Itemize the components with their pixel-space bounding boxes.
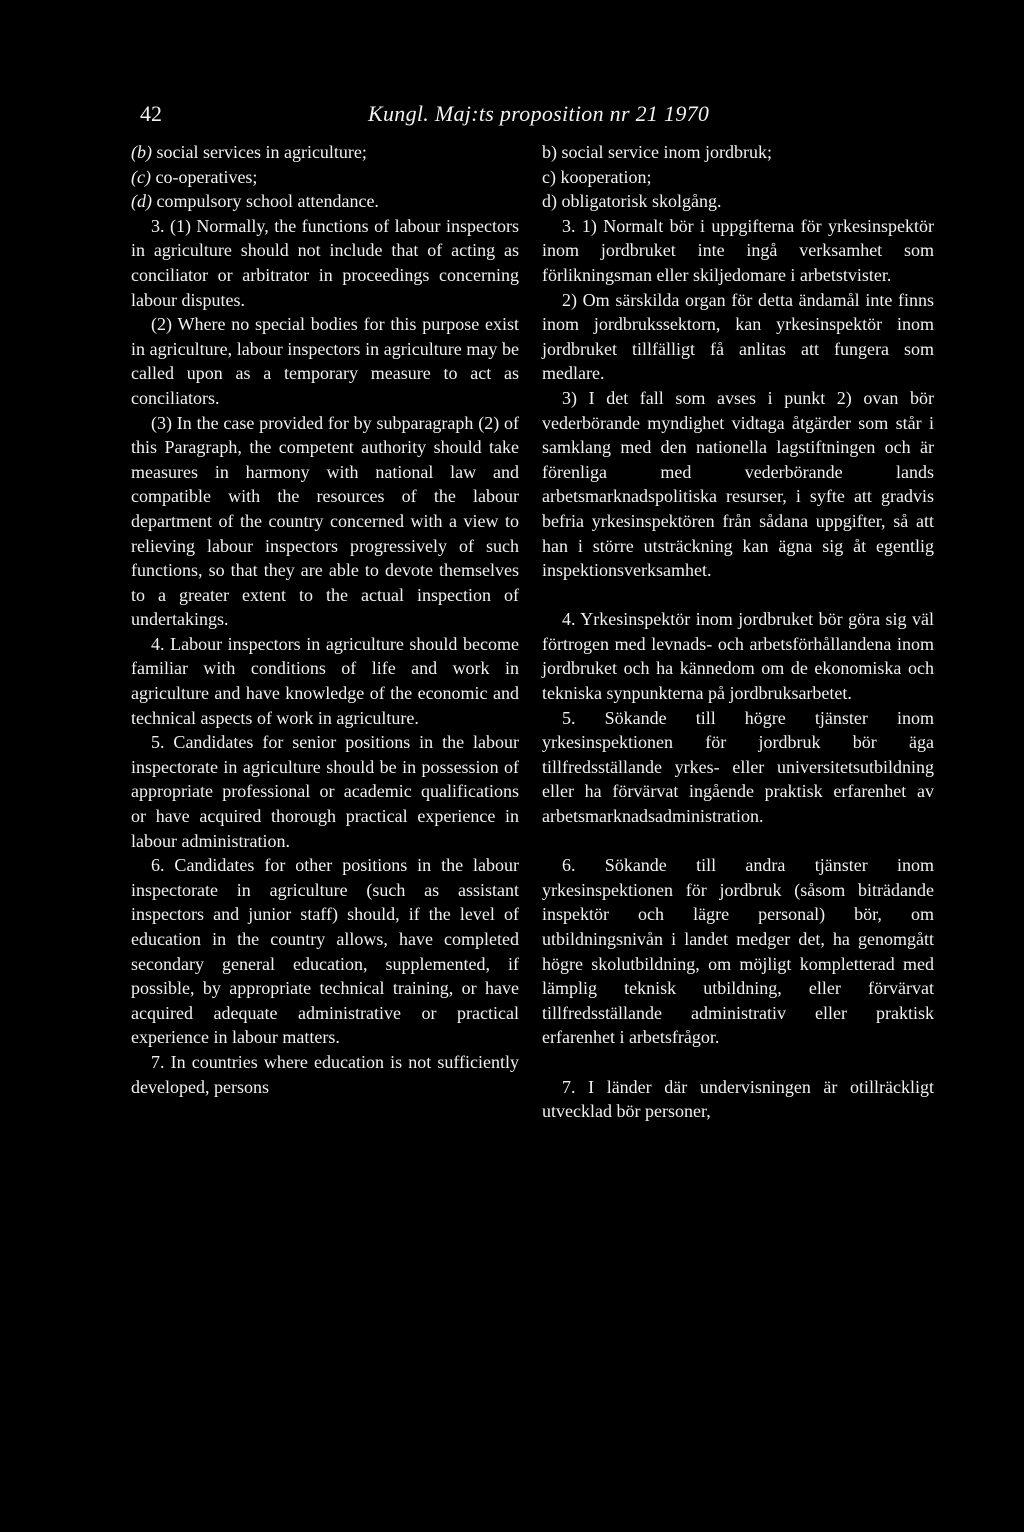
sv-paragraph-3-3: 3) I det fall som avses i punkt 2) ovan bör vederbörande myndighet vidtaga åtgärder som står i samklang med den nationella lagstiftningen och är förenliga med vederbörande lands arbetsmarknadspolitiska resurser, i syfte att gradvis befria yrkesinspektören från sådana uppgifter, så att han i större utsträckning kan ägna sig åt egentlig inspektionsverksamhet. xyxy=(542,387,934,581)
running-title: Kungl. Maj:ts proposition nr 21 1970 xyxy=(368,101,710,126)
sv-item-b: b) social service inom jordbruk; xyxy=(542,142,772,162)
en-item-b-label: (b) xyxy=(131,142,152,162)
en-paragraph-6: 6. Candidates for other positions in the labour inspectorate in agriculture (such as assistant inspectors and junior staff) should, if the level of education in the country allows, have completed secondary general education, supplemented, if possible, by appropriate technical training, or have acquired adequate administrative or practical experience in labour matters. xyxy=(131,855,519,1048)
en-paragraph-4: 4. Labour inspectors in agriculture should become familiar with conditions of life and work in agriculture and have knowledge of the economic and technical aspects of work in agriculture. xyxy=(131,633,519,728)
page-header xyxy=(140,101,940,129)
en-item-c-text: co-operatives; xyxy=(150,166,258,187)
en-item-d-text: compulsory school attendance. xyxy=(152,191,379,212)
en-item-d-label: (d) xyxy=(131,191,152,212)
sv-paragraph-6: 6. Sökande till andra tjänster inom yrkesinspektionen för jordbruk (såsom biträdande inspektör och lägre personal) bör, om utbildningsnivån i landet medger det, ha genomgått högre skolutbildning, om möjligt kompletterad med lämplig teknisk utbildning, eller förvärvat tillfredsställande administrativ eller praktisk erfarenhet i arbetsfrågor. xyxy=(542,855,934,1048)
sv-paragraph-5: 5. Sökande till högre tjänster inom yrkesinspektionen för jordbruk bör äga tillfredsställande yrkes- eller universitetsutbildning eller ha förvärvat ingående praktisk erfarenhet av arbetsmarknadsadministration. xyxy=(542,707,934,827)
sv-item-c: c) kooperation; xyxy=(542,166,652,187)
sv-item-d: d) obligatorisk skolgång. xyxy=(542,191,722,212)
swedish-column xyxy=(542,140,934,1124)
en-item-c-label: (c) xyxy=(131,166,151,187)
page-number: 42 xyxy=(140,101,162,126)
en-paragraph-7: 7. In countries where education is not sufficiently developed, persons xyxy=(131,1051,519,1097)
sv-paragraph-3-1: 3. 1) Normalt bör i uppgifterna för yrkesinspektör inom jordbruket inte ingå verksamhet som förlikningsman eller skiljedomare i arbetstvister. xyxy=(542,215,934,285)
en-paragraph-3-3: (3) In the case provided for by subparagraph (2) of this Paragraph, the competent authority should take measures in harmony with national law and compatible with the resources of the labour department of the country concerned with a view to relieving labour inspectors progressively of such functions, so that they are able to devote themselves to a greater extent to the actual inspection of undertakings. xyxy=(131,412,519,630)
en-item-d xyxy=(131,189,519,214)
english-column xyxy=(131,140,519,1099)
en-paragraph-3-2: (2) Where no special bodies for this purpose exist in agriculture, labour inspectors in agriculture may be called upon as a temporary measure to act as conciliators. xyxy=(131,314,519,408)
en-item-c xyxy=(131,165,519,190)
sv-paragraph-7: 7. I länder där undervisningen är otillräckligt utvecklad bör personer, xyxy=(542,1076,934,1122)
en-paragraph-5: 5. Candidates for senior positions in the labour inspectorate in agriculture should be in possession of appropriate professional or academic qualifications or have acquired thorough practical experience in labour administration. xyxy=(131,732,519,851)
sv-paragraph-4: 4. Yrkesinspektör inom jordbruket bör göra sig väl förtrogen med levnads- och arbetsförhållandena inom jordbruket och ha kännedom om de ekonomiska och tekniska synpunkterna på jordbruksarbetet. xyxy=(542,609,934,704)
en-paragraph-3-1: 3. (1) Normally, the functions of labour inspectors in agriculture should not include that of acting as conciliator or arbitrator in proceedings concerning labour disputes. xyxy=(131,215,519,310)
en-item-b-text: social services in agriculture; xyxy=(152,142,367,162)
sv-paragraph-3-2: 2) Om särskilda organ för detta ändamål inte finns inom jordbrukssektorn, kan yrkesinspektör inom jordbruket tillfälligt få anlitas att fungera som medlare. xyxy=(542,289,934,384)
en-item-b xyxy=(131,140,519,165)
